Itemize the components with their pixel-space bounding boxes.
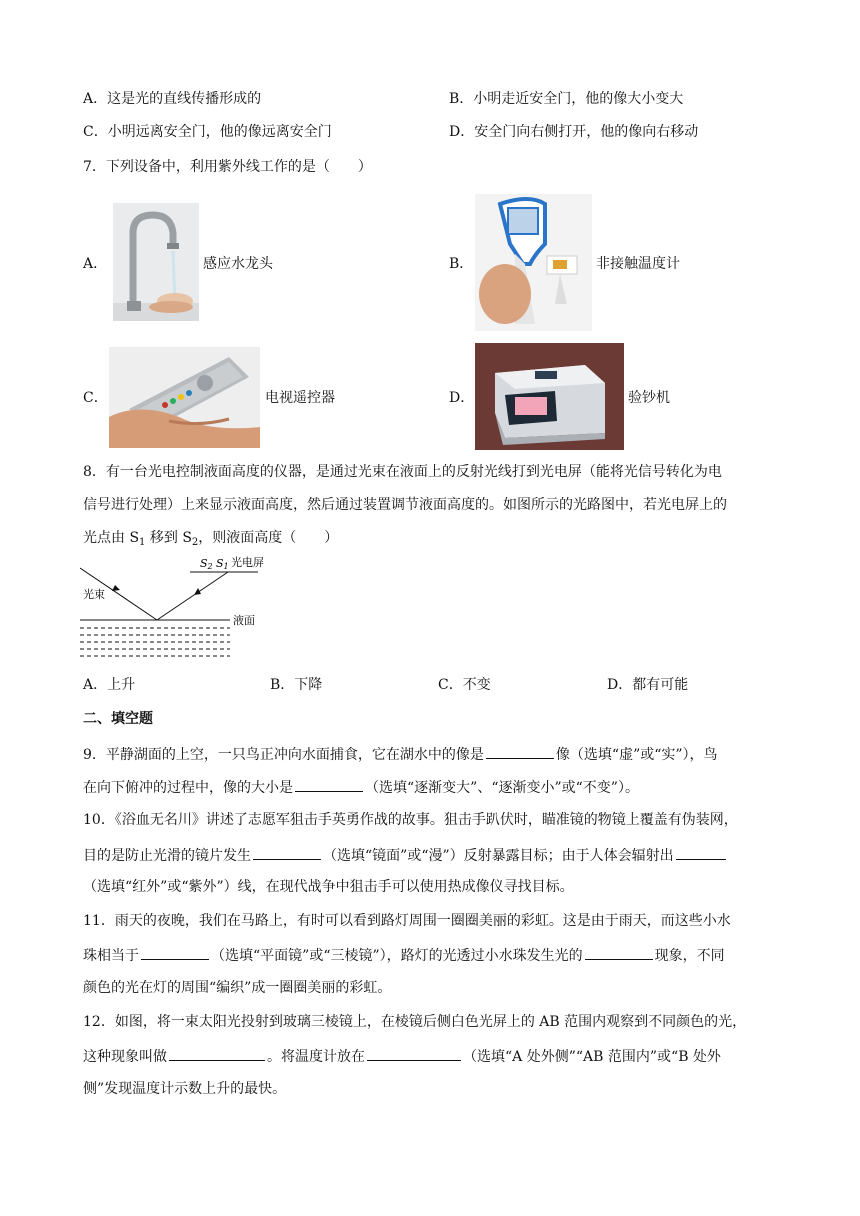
thermometer-photo xyxy=(475,194,592,331)
q7-option-c-label: 电视遥控器 xyxy=(265,390,335,406)
reflected-beam xyxy=(157,572,228,620)
q7-option-b-label: 非接触温度计 xyxy=(596,256,680,272)
q6-option-c: C．小明远离安全门，他的像远离安全门 xyxy=(83,124,332,140)
q8-option-a: A．上升 xyxy=(83,677,136,693)
q8-option-c: C．不变 xyxy=(438,677,491,693)
remote-control-photo xyxy=(109,347,260,448)
money-detector-photo xyxy=(475,343,624,450)
q10-line-1: 10．《浴血无名川》讲述了志愿军狙击手英勇作战的故事。狙击手趴伏时，瞄准镜的物镜上覆盖有伪装网， xyxy=(83,812,738,828)
q6-option-a: A．这是光的直线传播形成的 xyxy=(83,91,262,107)
q12-blank-1[interactable] xyxy=(169,1045,265,1061)
q10-blank-1[interactable] xyxy=(253,844,321,860)
q8-line-3: 光点由 $S_1$ 移到 $S_2$，则液面高度（ ） xyxy=(83,530,339,548)
q8-line-2: 信号进行处理）上来显示液面高度，然后通过装置调节液面高度的。如图所示的光路图中，若光电屏上的 xyxy=(83,497,727,513)
q12-blank-2[interactable] xyxy=(367,1045,461,1061)
q12-line-1: 12．如图，将一束太阳光投射到玻璃三棱镜上，在棱镜后侧白色光屏上的 AB 范围内观察到不同颜色的光， xyxy=(83,1014,747,1030)
light-path-diagram xyxy=(80,552,280,672)
q9-blank-1[interactable] xyxy=(486,743,554,759)
q11-line-3: 颜色的光在灯的周围“编织”成一圈圈美丽的彩虹。 xyxy=(83,980,392,996)
q9-line-2: 在向下俯冲的过程中，像的大小是 （选填“逐渐变大”、“逐渐变小”或“不变”）。 xyxy=(83,776,639,798)
q11-blank-1[interactable] xyxy=(141,944,209,960)
q8-line-1: 8．有一台光电控制液面高度的仪器，是通过光束在液面上的反射光线打到光电屏（能将光信号转化为电 xyxy=(83,464,722,480)
q11-line-2: 珠相当于 （选填“平面镜”或“三棱镜”），路灯的光透过小水珠发生光的 现象，不同 xyxy=(83,944,725,966)
q7-option-d-label: 验钞机 xyxy=(628,390,670,406)
q8-option-d: D．都有可能 xyxy=(607,677,689,693)
q6-option-b: B．小明走近安全门，他的像大小变大 xyxy=(449,91,684,107)
s1-label: S1 xyxy=(216,557,229,571)
q9-line-1: 9．平静湖面的上空，一只鸟正冲向水面捕食，它在湖水中的像是 像（选填“虚”或“实”），鸟 xyxy=(83,743,718,765)
q10-line-2: 目的是防止光滑的镜片发生 （选填“镜面”或“漫”）反射暴露目标；由于人体会辐射出 xyxy=(83,844,728,866)
q7-option-a-label: 感应水龙头 xyxy=(203,256,273,272)
q6-option-d: D．安全门向右侧打开，他的像向右移动 xyxy=(449,124,699,140)
q10-blank-2[interactable] xyxy=(676,844,726,860)
liquid-hatching xyxy=(80,628,230,656)
incident-arrow xyxy=(112,585,120,591)
q12-line-2: 这种现象叫做 。将温度计放在 （选填“A 处外侧”“AB 范围内”或“B 处外 xyxy=(83,1045,721,1067)
q10-line-3: （选填“红外”或“紫外”）线，在现代战争中狙击手可以使用热成像仪寻找目标。 xyxy=(83,879,574,895)
q9-blank-2[interactable] xyxy=(295,776,363,792)
screen-label: 光电屏 xyxy=(231,556,264,569)
section-heading-fill-in: 二、填空题 xyxy=(83,711,153,727)
q11-line-1: 11．雨天的夜晚，我们在马路上，有时可以看到路灯周围一圈圈美丽的彩虹。这是由于雨天，而这些小水 xyxy=(83,913,731,929)
q7-option-d-letter: D． xyxy=(449,390,475,406)
q7-option-c-letter: C． xyxy=(83,390,108,406)
faucet-photo xyxy=(113,203,199,321)
q11-blank-2[interactable] xyxy=(585,944,653,960)
q7-stem: 7．下列设备中，利用紫外线工作的是（ ） xyxy=(83,159,372,175)
q8-option-b: B．下降 xyxy=(270,677,323,693)
beam-label: 光束 xyxy=(83,588,105,601)
s2-label: S2 xyxy=(200,557,213,571)
liquid-label: 液面 xyxy=(233,614,255,627)
q7-option-b-letter: B． xyxy=(449,256,474,272)
q7-option-a-letter: A． xyxy=(83,256,108,272)
q12-line-3: 侧”发现温度计示数上升的最快。 xyxy=(83,1081,287,1097)
